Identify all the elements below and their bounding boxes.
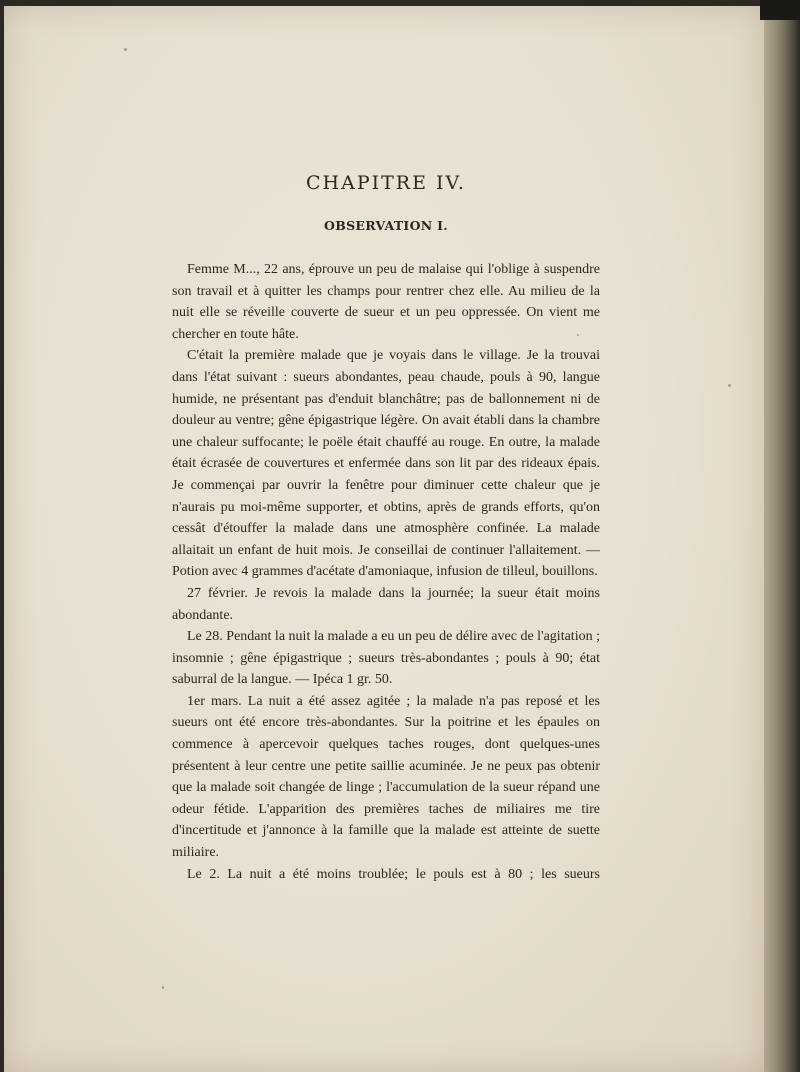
scan-background-corner	[760, 0, 800, 20]
chapter-heading: CHAPITRE IV.	[306, 172, 466, 194]
paragraph: 27 février. Je revois la malade dans la journée; la sueur était moins abondante.	[172, 585, 600, 623]
page-edge-shadow	[764, 0, 800, 1072]
paper-speck	[124, 48, 127, 51]
paragraph: C'était la première malade que je voyais dans le village. Je la trouvai dans l'état suivant : sueurs abondantes, peau chaude, pouls à 90, langue humide, ne présentant pas d'enduit blanchâtre; pas de ballonnement ni de douleur au ventre; gêne épigastrique légère. On avait établi dans la chambre une chaleur suffocante; le poële était chauffé au rouge. En outre, la malade était écrasée de couvertures et enfermée dans son lit par des rideaux épais. Je commençai par ouvrir la fenêtre pour diminuer cette chaleur que je n'aurais pu moi-même supporter, et obtins, après de grands efforts, qu'on cessât d'étouffer la malade dans une atmosphère confinée. La malade allaitait un enfant de huit mois. Je conseillai de continuer l'allaitement. — Potion avec 4 grammes d'acétate d'amoniaque, infusion de tilleul, bouillons.	[172, 348, 600, 580]
paragraph: 1er mars. La nuit a été assez agitée ; la malade n'a pas reposé et les sueurs ont été encore très-abondantes. Sur la poitrine et les épaules on commence à apercevoir quelques taches rouges, dont quelques-unes présentent à leur centre une petite saillie acuminée. Je ne peux pas obtenir que la malade soit changée de linge ; l'accumulation de la sueur répand une odeur fétide. L'apparition des premières taches de miliaires me tire d'incertitude et j'annonce à la famille que la malade est atteinte de suette miliaire.	[172, 693, 600, 861]
paragraph: Femme M..., 22 ans, éprouve un peu de malaise qui l'oblige à suspendre son travail et à quitter les champs pour rentrer chez elle. Au milieu de la nuit elle se réveille couverte de sueur et un peu oppressée. On vient me chercher en toute hâte.	[172, 262, 600, 342]
paragraph: Le 28. Pendant la nuit la malade a eu un peu de délire avec de l'agitation ; insomnie ; gêne épigastrique ; sueurs très-abondantes ; pouls à 90; état saburral de la langue. — Ipéca 1 gr. 50.	[172, 629, 600, 688]
paper-speck	[728, 384, 731, 387]
paper-speck	[162, 986, 164, 989]
paragraph: Le 2. La nuit a été moins troublée; le pouls est à 80 ; les sueurs	[187, 866, 600, 882]
observation-heading: OBSERVATION I.	[324, 218, 448, 233]
page-text	[172, 172, 600, 885]
